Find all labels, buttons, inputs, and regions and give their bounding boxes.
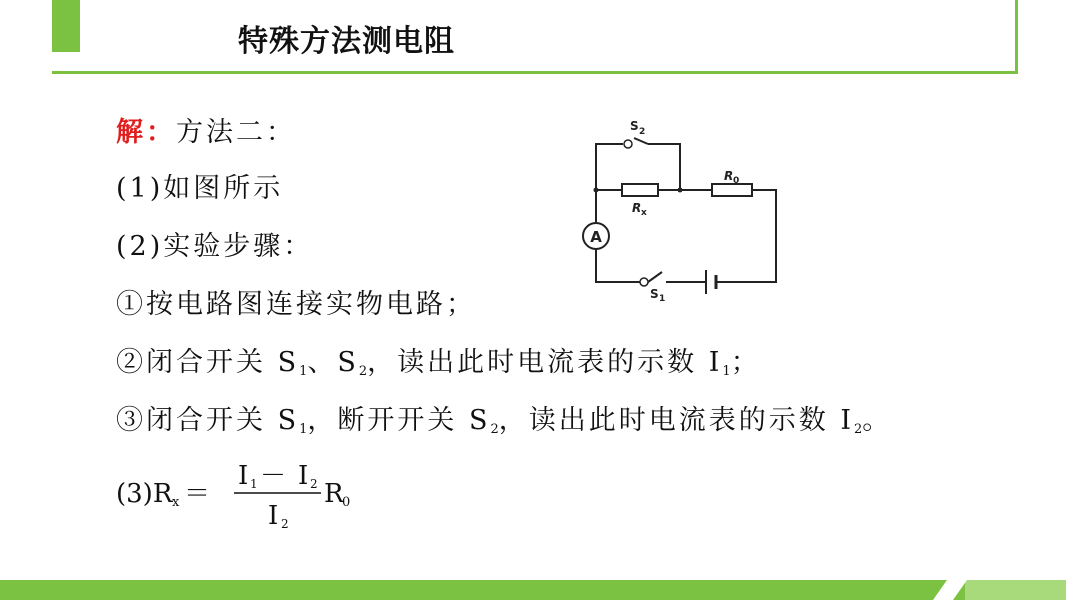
formula-suffix: R <box>324 479 344 509</box>
footer-light-segment <box>965 580 1066 600</box>
step-c-mid: ，断开开关 S <box>307 405 491 436</box>
step-c-s2-sub: 2 <box>490 422 499 437</box>
formula-den-sub: 2 <box>281 517 289 531</box>
s2-contact <box>624 140 632 148</box>
formula-equals: ＝ <box>184 479 211 509</box>
r0-label: R <box>724 169 734 183</box>
footer-bar <box>0 580 1066 600</box>
header-frame <box>52 0 1018 74</box>
step-b-post: ，读出此时电流表的示数 I <box>367 347 723 378</box>
formula-num-i1: I <box>238 461 249 491</box>
wire-right-side <box>722 190 776 282</box>
step-b-i-sub: 1 <box>722 364 731 379</box>
s1-label: S <box>650 287 659 301</box>
solution-line <box>116 110 296 149</box>
junction-left <box>594 188 599 193</box>
wire-s2-left <box>596 144 623 190</box>
formula-prefix: (3)R <box>116 479 173 509</box>
junction-right <box>678 188 683 193</box>
formula-minus: － <box>260 461 287 491</box>
step1-line: (1)如图所示 <box>116 173 284 204</box>
s2-switch-blade <box>634 138 648 144</box>
circuit-diagram <box>578 112 788 307</box>
s1-sub: 1 <box>659 294 666 304</box>
rx-formula <box>116 456 376 536</box>
step-c-line <box>116 398 892 437</box>
r0-sub: 0 <box>733 176 740 186</box>
step2-line: (2)实验步骤： <box>116 231 314 262</box>
formula-prefix-sub: x <box>172 495 180 510</box>
step-b-s2-sub: 2 <box>358 364 368 379</box>
rx-sub: x <box>641 208 647 218</box>
page-title: 特殊方法测电阻 <box>238 24 455 59</box>
step-a-line: ①按电路图连接实物电路； <box>116 289 476 320</box>
r0-resistor <box>712 184 752 196</box>
step-b-line <box>116 340 761 379</box>
step-c-s1-sub: 1 <box>299 422 308 437</box>
step-c-post: ，读出此时电流表的示数 I <box>498 405 854 436</box>
wire-bottom-left <box>596 249 648 282</box>
s1-contact <box>640 278 648 286</box>
method-text: 方法二： <box>176 117 296 148</box>
s2-label: S <box>630 119 639 133</box>
ammeter-label: A <box>590 228 602 246</box>
formula-num-i2-sub: 2 <box>310 477 318 491</box>
solution-label: 解 <box>116 117 146 148</box>
s2-sub: 2 <box>639 127 646 137</box>
step-c-i-sub: 2 <box>854 422 863 437</box>
s1-switch-blade <box>648 272 662 282</box>
step-b-end: ； <box>730 347 761 378</box>
rx-resistor <box>622 184 658 196</box>
step-c-end: 。 <box>862 405 893 436</box>
formula-num-i2: I <box>298 461 309 491</box>
step-b-s1-sub: 1 <box>299 364 308 379</box>
rx-label: R <box>632 201 642 215</box>
solution-colon: ： <box>146 117 176 148</box>
formula-den: I <box>268 501 279 531</box>
step-c-pre: ③闭合开关 S <box>116 405 300 436</box>
formula-suffix-sub: 0 <box>342 495 351 510</box>
step-b-mid: 、S <box>307 347 359 378</box>
step-b-pre: ②闭合开关 S <box>116 347 300 378</box>
formula-num-i1-sub: 1 <box>250 477 258 491</box>
